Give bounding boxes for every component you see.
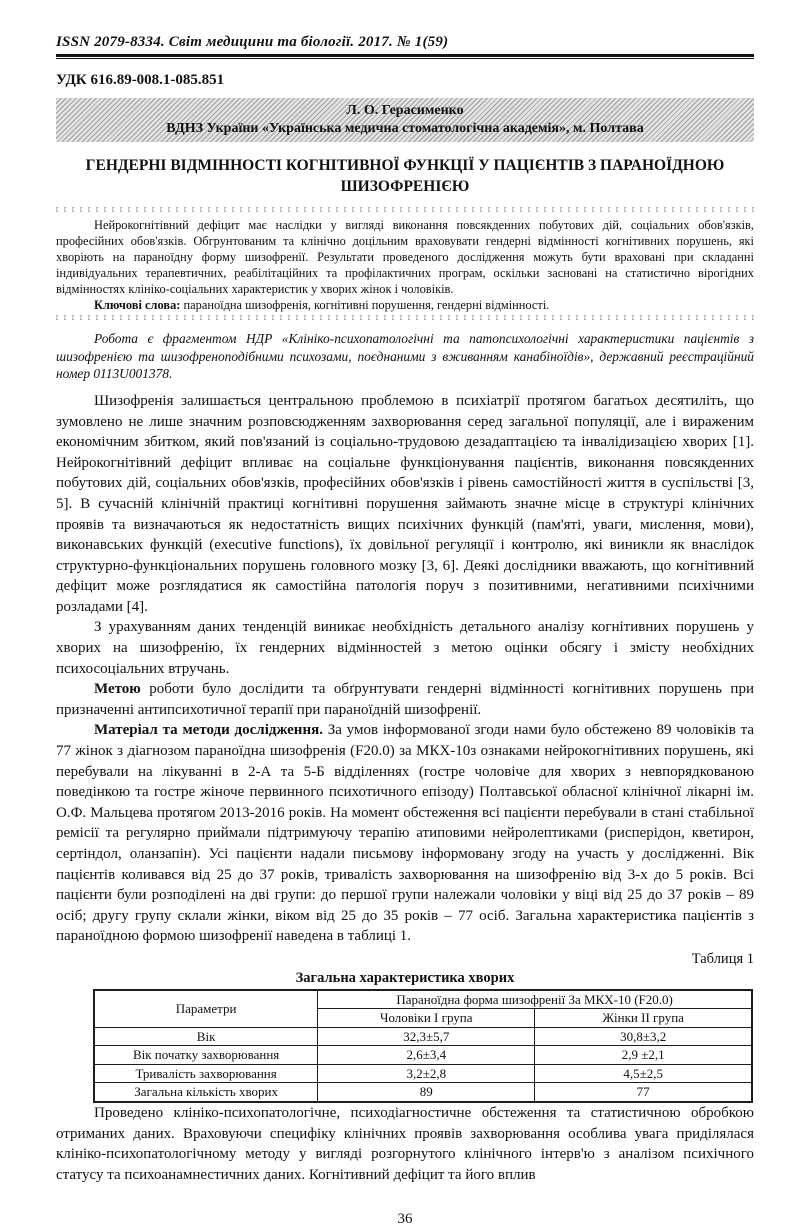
characteristics-table — [93, 989, 753, 1103]
table-label: Таблиця 1 — [691, 950, 754, 967]
author-name: Л. О. Герасименко — [346, 103, 464, 118]
body-paragraph-1: Шизофренія залишається центральною проблемою в психіатрії протягом багатьох десятиліть, що зумовлено не лише значним розповсюдженням захворювання серед загальної популяції, але і вираженим економічним збитком, який пов'язаний із соціально-трудовою дезадаптацією та інвалідизацією хворих [1]. Нейрокогнітівний дефіцит впливає на соціальне функціонування пацієнтів, виконання повсякденних побутових дій, соціальних обов'язків, професійних обов'язків і рівень самостійності життя в суспільстві [3, 5]. В сучасній клінічній практиці когнітивні порушення займають значне місце в структурі клінічних проявів та визначаються як недостатність вищих психічних функцій (пам'яті, уваги, мислення, мови), виконавських функцій (executive functions), їх довільної регуляції і контролю, які виникли як внаслідок структурно-функціональних порушень головного мозку [3, 6]. Деякі дослідники вважають, що когнітивний дефіцит може розглядатися як самостійна патологія поруч з позитивними, негативними психічними розладами [4]. — [56, 392, 754, 615]
keywords-text: параноїдна шизофренія, когнітивні порушення, гендерні відмінності. — [180, 297, 550, 312]
header-cell-men-group: Чоловіки I група — [318, 1009, 535, 1028]
keywords-label: Ключові слова: — [94, 297, 181, 312]
cell-param: Вік початку захворювання — [94, 1046, 318, 1065]
table-row — [94, 1064, 752, 1083]
aim-lead: Метою — [94, 681, 141, 698]
article-title: ГЕНДЕРНІ ВІДМІННОСТІ КОГНІТИВНОЇ ФУНКЦІЇ У ПАЦІЄНТІВ З ПАРАНОЇДНОЮ ШИЗОФРЕНІЄЮ — [85, 157, 725, 195]
table-row — [94, 1027, 752, 1046]
abstract-block — [56, 218, 754, 313]
journal-issn-line: ISSN 2079-8334. Світ медицини та біології. 2017. № 1(59) — [56, 34, 449, 50]
header-double-rule — [56, 54, 754, 59]
separator-zigzag-top — [56, 207, 754, 212]
methods-rest: За умов інформованої згоди нами було обстежено 89 чоловіків та 77 жінок з діагнозом параноїдна шизофренія (F20.0) за МКХ-10з ознаками нейрокогнітивних порушень, які перебували на лікуванні в 2-А та 5-Б відділеннях (гостре чоловіче для хворих з невпорядкованою поведінкою та гостре жіноче первинного психотичного епізоду) Полтавської обласної клінічної лікарні ім. О.Ф. Мальцева протягом 2013-2016 років. На момент обстеження всі пацієнти перебували в стані стабільної ремісії та регулярно приймали підтримуючу терапію атиповими нейролептиками (рисперідон, кветирон, сертіндол, оланзапін). Усі пацієнти надали письмову інформовану згоду на участь у дослідженні. Вік пацієнтів коливався від 25 до 37 років, тривалість захворювання на шизофренію від 3-х до 5 років. Всі пацієнти були розподілені на дві групи: до першої групи належали чоловіки у віці від 25 до 37 років – 89 осіб; другу групу склали жінки, віком від 25 до 35 років – 77 осіб. Загальна характеристика пацієнтів з параноїдною формою шизофренії наведена в таблиці 1. — [56, 722, 755, 945]
page-number: 36 — [397, 1211, 413, 1228]
after-table-block — [56, 1103, 754, 1185]
body-paragraph-5: Проведено клініко-психопатологічне, психодіагностичне обстеження та статистичною обробкою отриманих даних. Враховуючи специфіку клінічних проявів захворювання особлива увага приділялася клініко-психопатологічному методу у вигляді розгорнутого клінічного інтерв'ю з аналізом психічного статусу та психоанамнестичних даних. Когнітивний дефіцит та його вплив — [56, 1104, 754, 1183]
cell-men-value: 2,6±3,4 — [318, 1046, 535, 1065]
author-band — [56, 98, 754, 142]
header-cell-women-group: Жінки II група — [535, 1009, 752, 1028]
cell-men-value: 3,2±2,8 — [318, 1064, 535, 1083]
cell-women-value: 77 — [535, 1083, 752, 1102]
cell-women-value: 4,5±2,5 — [535, 1064, 752, 1083]
udc-code: УДК 616.89-008.1-085.851 — [56, 72, 225, 88]
article-body — [56, 391, 754, 1185]
cell-param: Тривалість захворювання — [94, 1064, 318, 1083]
methods-lead: Матеріал та методи дослідження. — [94, 722, 323, 739]
header-cell-diagnosis: Параноїдна форма шизофренії За МКХ-10 (F20.0) — [318, 990, 752, 1009]
cell-women-value: 30,8±3,2 — [535, 1027, 752, 1046]
header-cell-parameters: Параметри — [94, 990, 318, 1028]
cell-param: Вік — [94, 1027, 318, 1046]
cell-women-value: 2,9 ±2,1 — [535, 1046, 752, 1065]
abstract-text: Нейрокогнітівний дефіцит має наслідки у вигляді виконання повсякденних побутових дій, соціальних обов'язків, професійних обов'язків. Обгрунтованим та клінічно доцільним враховувати гендерні відмінності когнітивних порушень, які хворіють на параноїдну форму шизофренії. Результати проведеного дослідження можуть бути враховані при складанні індивідуальних терапевтичних, реабілітаційних та профілактичних програм, оскільки засновані на статистично вірогідних відмінностях клініко-соціальних характеристик у хворих жінок і чоловіків. — [56, 218, 754, 296]
keywords-line — [56, 298, 754, 314]
separator-zigzag-bottom — [56, 315, 754, 320]
body-paragraph-4 — [56, 720, 754, 947]
body-paragraph-3 — [56, 679, 754, 720]
aim-rest: роботи було дослідити та обґрунтувати гендерні відмінності когнітивних порушень при призначенні антипсихотичної терапії при параноїдній шизофренії. — [56, 681, 754, 718]
cell-men-value: 32,3±5,7 — [318, 1027, 535, 1046]
body-paragraph-2: З урахуванням даних тенденцій виникає необхідність детального аналізу когнітивних порушень у хворих на шизофренію, їх гендерних відмінностей з метою оцінки обсягу і змісту необхідних психосоціальних втручань. — [56, 619, 754, 677]
author-affiliation: ВДНЗ України «Українська медична стоматологічна академія», м. Полтава — [166, 121, 644, 136]
cell-param: Загальна кількість хворих — [94, 1083, 318, 1102]
table-row — [94, 1083, 752, 1102]
table-caption: Загальна характеристика хворих — [295, 969, 515, 986]
table-header-row-1 — [94, 990, 752, 1009]
cell-men-value: 89 — [318, 1083, 535, 1102]
table-row — [94, 1046, 752, 1065]
ndr-note: Робота є фрагментом НДР «Клініко-психопатологічні та патопсихологічні характеристики пацієнтів з шизофренією та шизофреноподібними психозами, поєднаними з вживанням канабіноїдів», державний реєстраційний номер 0113U001378. — [56, 331, 754, 382]
